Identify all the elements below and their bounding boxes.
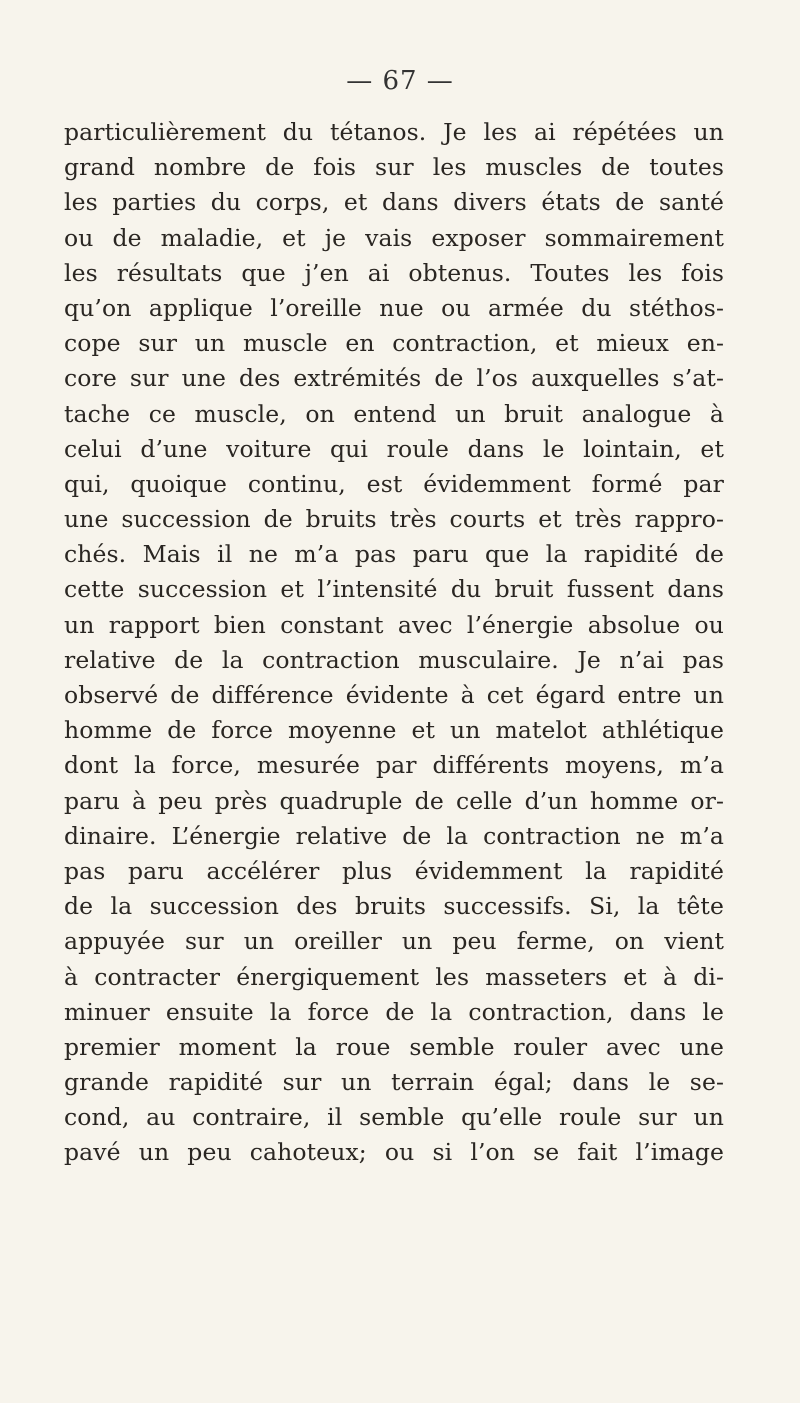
text-line: observé de différence évidente à cet égard entre un	[64, 681, 724, 709]
text-line: relative de la contraction musculaire. Je n’ai pas	[64, 645, 724, 674]
text-line: paru à peu près quadruple de celle d’un homme or-	[64, 786, 724, 815]
text-line: à contracter énergiquement les masseters et à di-	[64, 962, 724, 991]
text-line: particulièrement du tétanos. Je les ai répétées un	[64, 118, 724, 146]
text-line: cond, au contraire, il semble qu’elle roule sur un	[64, 1103, 724, 1132]
text-line: grande rapidité sur un terrain égal; dans le se-	[64, 1068, 724, 1097]
text-line: qui, quoique continu, est évidemment formé par	[64, 469, 724, 498]
text-line: pas paru accélérer plus évidemment la rapidité	[64, 856, 724, 885]
text-line: premier moment la roue semble rouler avec une	[64, 1032, 724, 1061]
text-line: une succession de bruits très courts et très rappro-	[64, 505, 724, 534]
text-line: homme de force moyenne et un matelot athlétique	[64, 716, 724, 745]
text-line: celui d’une voiture qui roule dans le lointain, et	[64, 434, 724, 463]
body-text	[64, 115, 724, 1171]
text-line: dont la force, mesurée par différents moyens, m’a	[64, 751, 724, 780]
text-line: les parties du corps, et dans divers états de santé	[64, 188, 724, 217]
text-line: un rapport bien constant avec l’énergie absolue ou	[64, 610, 724, 639]
text-line: cope sur un muscle en contraction, et mieux en-	[64, 329, 724, 358]
text-line: pavé un peu cahoteux; ou si l’on se fait l’image	[64, 1138, 724, 1167]
page-number: — 67 —	[346, 66, 454, 96]
text-line: cette succession et l’intensité du bruit fussent dans	[64, 575, 724, 604]
text-line: de la succession des bruits successifs. Si, la tête	[64, 892, 724, 921]
text-line: les résultats que j’en ai obtenus. Toutes les fois	[64, 258, 724, 287]
text-line: appuyée sur un oreiller un peu ferme, on vient	[64, 927, 724, 956]
text-line: qu’on applique l’oreille nue ou armée du stéthos-	[64, 293, 724, 322]
text-line: grand nombre de fois sur les muscles de toutes	[64, 153, 724, 182]
text-line: minuer ensuite la force de la contraction, dans le	[64, 997, 724, 1026]
text-line: dinaire. L’énergie relative de la contraction ne m’a	[64, 821, 724, 850]
text-line: ou de maladie, et je vais exposer sommairement	[64, 223, 724, 252]
text-line: core sur une des extrémités de l’os auxquelles s’at-	[64, 364, 724, 393]
text-line: chés. Mais il ne m’a pas paru que la rapidité de	[64, 540, 724, 569]
text-line: tache ce muscle, on entend un bruit analogue à	[64, 399, 724, 428]
